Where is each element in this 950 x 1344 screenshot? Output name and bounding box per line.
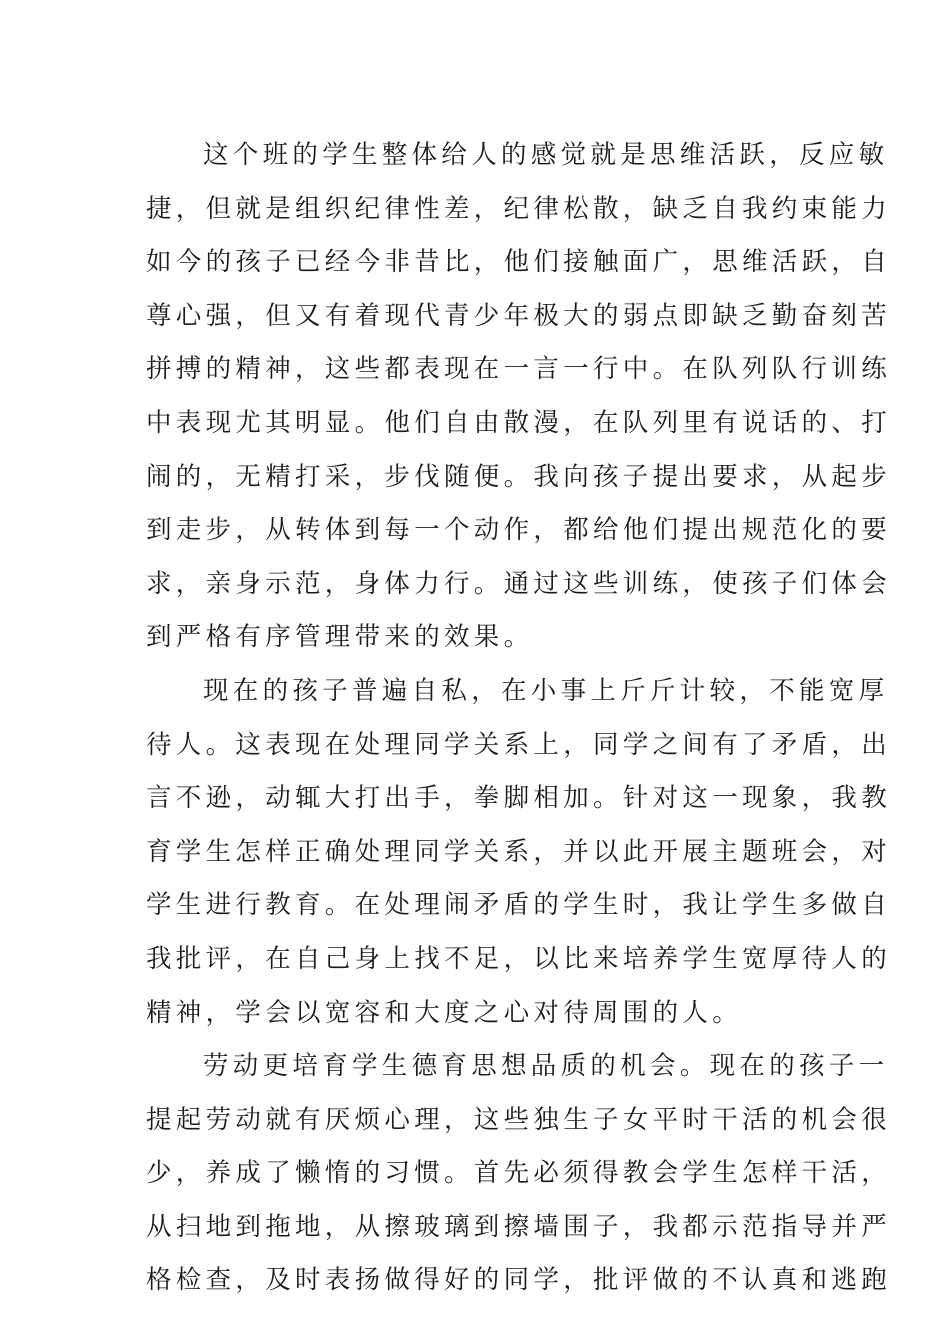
paragraph-line: 格检查，及时表扬做得好的同学，批评做的不认真和逃跑 — [146, 1265, 892, 1296]
paragraph-3 — [146, 1040, 892, 1308]
paragraph-line: 待人。这表现在处理同学关系上，同学之间有了矛盾，出 — [146, 729, 892, 760]
paragraph-line: 到走步，从转体到每一个动作，都给他们提出规范化的要 — [146, 515, 892, 546]
paragraph-line: 提起劳动就有厌烦心理，这些独生子女平时干活的机会很 — [146, 1104, 892, 1135]
paragraph-line: 学生进行教育。在处理闹矛盾的学生时，我让学生多做自 — [146, 890, 892, 921]
paragraph-line: 中表现尤其明显。他们自由散漫，在队列里有说话的、打 — [146, 407, 892, 438]
paragraph-line: 现在的孩子普遍自私，在小事上斤斤计较，不能宽厚 — [203, 675, 889, 706]
paragraph-line: 我批评，在自己身上找不足，以比来培养学生宽厚待人的 — [146, 943, 892, 974]
paragraph-line: 捷，但就是组织纪律性差，纪律松散，缺乏自我约束能力 — [146, 193, 892, 224]
paragraph-line: 少，养成了懒惰的习惯。首先必须得教会学生怎样干活， — [146, 1158, 892, 1189]
paragraph-line: 求，亲身示范，身体力行。通过这些训练，使孩子们体会 — [146, 568, 892, 599]
paragraph-line: 育学生怎样正确处理同学关系，并以此开展主题班会，对 — [146, 836, 892, 867]
paragraph-line: 从扫地到拖地，从擦玻璃到擦墙围子，我都示范指导并严 — [146, 1211, 892, 1242]
paragraph-line: 这个班的学生整体给人的感觉就是思维活跃，反应敏 — [203, 140, 889, 170]
paragraph-line: 到严格有序管理带来的效果。 — [146, 622, 534, 653]
paragraph-line: 闹的，无精打采，步伐随便。我向孩子提出要求，从起步 — [146, 461, 892, 492]
paragraph-line: 劳动更培育学生德育思想品质的机会。现在的孩子一 — [203, 1051, 889, 1082]
paragraph-line: 如今的孩子已经今非昔比，他们接触面广，思维活跃，自 — [146, 247, 892, 278]
paragraph-line: 尊心强，但又有着现代青少年极大的弱点即缺乏勤奋刻苦 — [146, 300, 892, 331]
paragraph-line: 精神，学会以宽容和大度之心对待周围的人。 — [146, 997, 743, 1028]
paragraph-1 — [146, 129, 892, 665]
paragraph-line: 言不逊，动辄大打出手，拳脚相加。针对这一现象，我教 — [146, 783, 892, 814]
paragraph-line: 拼搏的精神，这些都表现在一言一行中。在队列队行训练 — [146, 354, 892, 385]
document-body — [146, 129, 892, 1308]
paragraph-2 — [146, 665, 892, 1040]
